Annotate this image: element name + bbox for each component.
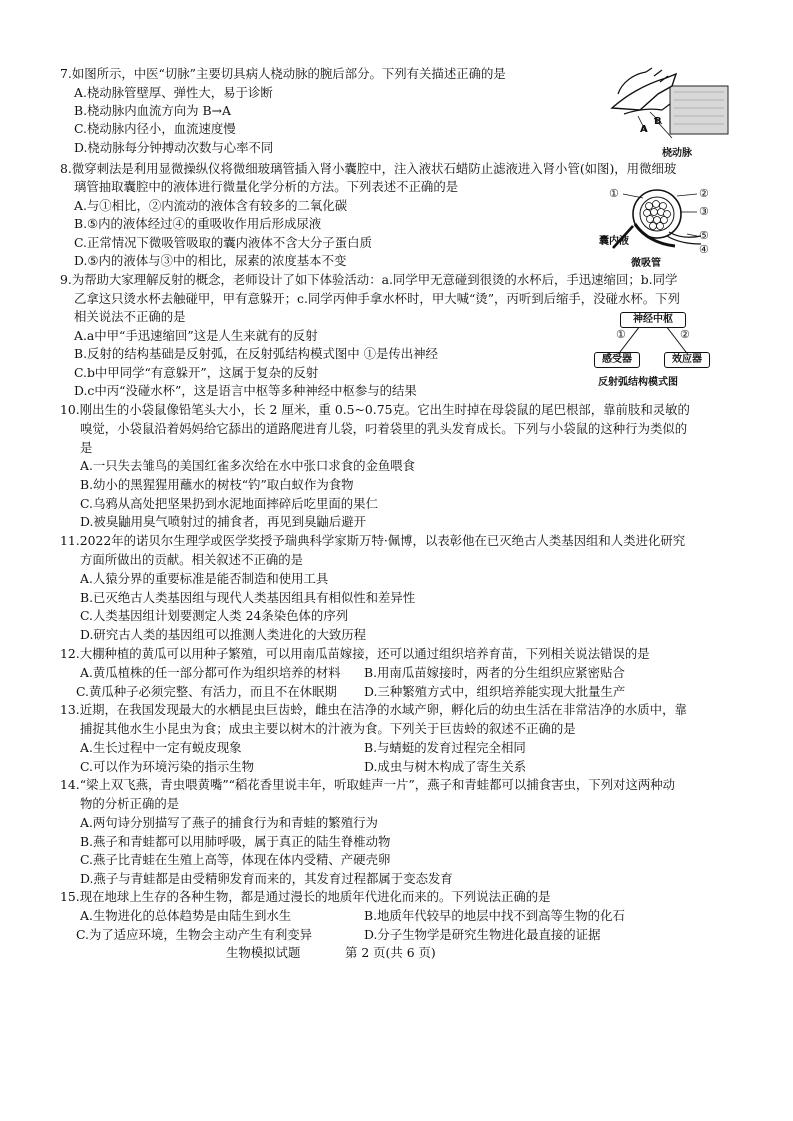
- q13-stem-line2: 捕捉其他水生小昆虫为食；成虫主要以树木的汁液为食。下列关于巨齿蛉的叙述不正确的是: [80, 721, 576, 736]
- footer-page-number: 第 2 页(共 6 页): [345, 945, 436, 960]
- q8-fig-num-3: ③: [699, 205, 709, 218]
- q9-option-d: D.c中丙“没碰水杯”，这是语言中枢等多种神经中枢参与的结果: [74, 383, 417, 398]
- q14-option-b: B.燕子和青蛙都可以用肺呼吸，属于真正的陆生脊椎动物: [80, 834, 391, 849]
- q11-option-d: D.研究古人类的基因组可以推测人类进化的大致历程: [80, 627, 367, 642]
- q7-fig-caption: 桡动脉: [662, 148, 692, 159]
- q10-option-c: C.乌鸦从高处把坚果扔到水泥地面摔碎后吃里面的果仁: [80, 496, 378, 511]
- q12-stem: 12.大棚种植的黄瓜可以用种子繁殖，可以用南瓜苗嫁接，还可以通过组织培养育苗，下列相关说法错误的是: [60, 646, 650, 661]
- q7-option-d: D.桡动脉每分钟搏动次数与心率不同: [74, 140, 274, 155]
- q7-option-a: A.桡动脉管壁厚、弹性大，易于诊断: [74, 85, 273, 100]
- q14-option-d: D.燕子与青蛙都是由受精卵发育而来的，其发育过程都属于变态发育: [80, 871, 453, 886]
- q8-fig-num-2: ②: [699, 187, 709, 200]
- q8-glomerulus-figure: [599, 186, 715, 270]
- q15-option-b: B.地质年代较早的地层中找不到高等生物的化石: [364, 908, 625, 923]
- q11-stem-line2: 方面所做出的贡献。相关叙述不正确的是: [80, 552, 304, 567]
- q12-option-a: A.黄瓜植株的任一部分都可作为组织培养的材料: [80, 665, 341, 680]
- q13-option-b: B.与蜻蜓的发育过程完全相同: [364, 740, 526, 755]
- q10-stem-line2: 嗅觉，小袋鼠沿着妈妈给它舔出的道路爬进育儿袋，叼着袋里的乳头发育成长。下列与小袋鼠的这种行为类似的: [80, 421, 688, 436]
- q10-option-a: A.一只失去雏鸟的美国红雀多次给在水中张口求食的金鱼喂食: [80, 458, 416, 473]
- q11-stem-line1: 11.2022年的诺贝尔生理学或医学奖授予瑞典科学家斯万特·佩博，以表彰他在已灭绝古人类基因组和人类进化研究: [60, 533, 686, 548]
- q15-option-d: D.分子生物学是研究生物进化最直接的证据: [364, 927, 601, 942]
- q8-fig-label-pipette: 微吸管: [631, 258, 661, 269]
- q9-option-a: A.a中甲“手迅速缩回”这是人生来就有的反射: [74, 328, 318, 343]
- q13-option-d: D.成虫与树木构成了寄生关系: [364, 759, 527, 774]
- q8-fig-num-4: ④: [699, 243, 709, 256]
- q12-option-d: D.三种繁殖方式中，组织培养能实现大批量生产: [364, 684, 626, 699]
- q14-option-a: A.两句诗分别描写了燕子的捕食行为和青蛙的繁殖行为: [80, 815, 378, 830]
- q13-option-c: C.可以作为环境污染的指示生物: [80, 759, 255, 774]
- q14-option-c: C.燕子比青蛙在生殖上高等，体现在体内受精、产硬壳卵: [80, 852, 391, 867]
- q8-stem-line1: 8.微穿刺法是利用显微操纵仪将微细玻璃管插入肾小囊腔中，注入液状石蜡防止滤液进入肾小管(如图)，用微细玻: [60, 161, 677, 176]
- q9-fig-receptor: 感受器: [594, 352, 640, 368]
- q9-stem-line1: 9.为帮助大家理解反射的概念，老师设计了如下体验活动：a.同学甲无意碰到很烫的水杯后，手迅速缩回；b.同学: [60, 272, 678, 287]
- q11-option-c: C.人类基因组计划要测定人类 24条染色体的序列: [80, 608, 349, 623]
- q9-reflex-arc-figure: [590, 310, 716, 390]
- q11-option-a: A.人猿分界的重要标准是能否制造和使用工具: [80, 571, 329, 586]
- q9-fig-num-1: ①: [616, 328, 626, 341]
- q8-option-d: D.⑤内的液体与③中的相比，尿素的浓度基本不变: [74, 253, 347, 268]
- q9-stem-line2: 乙拿这只烫水杯去触碰甲，甲有意躲开；c.同学丙伸手拿水杯时，甲大喊“烫”，丙听到后缩手，没碰水杯。下列: [74, 291, 680, 306]
- q7-option-c: C.桡动脉内径小，血流速度慢: [74, 121, 236, 136]
- q8-fig-label-fluid: 囊内液: [599, 236, 629, 247]
- q8-stem-line2: 璃管抽取囊腔中的液体进行微量化学分析的方法。下列表述不正确的是: [74, 179, 459, 194]
- q8-option-c: C.正常情况下微吸管吸取的囊内液体不含大分子蛋白质: [74, 235, 372, 250]
- q7-option-b: B.桡动脉内血流方向为 B→A: [74, 103, 231, 118]
- q14-stem-line1: 14.“梁上双飞燕，青虫喂黄嘴”“稻花香里说丰年，听取蛙声一片”，燕子和青蛙都可以捕食害虫，下列对这两种动: [60, 777, 676, 792]
- q8-fig-num-1: ①: [609, 187, 619, 200]
- q13-option-a: A.生长过程中一定有蜕皮现象: [80, 740, 242, 755]
- footer-title: 生物模拟试题: [226, 945, 301, 960]
- q9-fig-effector: 效应器: [664, 352, 710, 368]
- q12-option-c: C.黄瓜种子必须完整、有活力，而且不在休眠期: [76, 684, 337, 699]
- q11-option-b: B.已灭绝古人类基因组与现代人类基因组具有相似性和差异性: [80, 590, 416, 605]
- q10-stem-line3: 是: [80, 440, 93, 455]
- q8-fig-num-5: ⑤: [699, 229, 709, 242]
- q8-option-a: A.与①相比，②内流动的液体含有较多的二氧化碳: [74, 198, 348, 213]
- q15-stem: 15.现在地球上生存的各种生物，都是通过漫长的地质年代进化而来的。下列说法正确的是: [60, 889, 551, 904]
- q10-option-b: B.幼小的黑猩猩用蘸水的树枝“钓”取白蚁作为食物: [80, 477, 354, 492]
- q9-stem-line3: 相关说法不正确的是: [74, 309, 186, 324]
- q12-option-b: B.用南瓜苗嫁接时，两者的分生组织应紧密贴合: [364, 665, 625, 680]
- q8-option-b: B.⑤内的液体经过④的重吸收作用后形成尿液: [74, 216, 322, 231]
- q7-wrist-figure: [610, 64, 735, 160]
- q9-fig-num-2: ②: [680, 328, 690, 341]
- q14-stem-line2: 物的分析正确的是: [80, 796, 180, 811]
- q7-fig-label-b: B: [654, 116, 662, 127]
- q10-stem-line1: 10.刚出生的小袋鼠像铅笔头大小，长 2 厘米，重 0.5~0.75克。它出生时掉在母袋鼠的尾巴根部，靠前肢和灵敏的: [60, 402, 690, 417]
- q13-stem-line1: 13.近期，在我国发现最大的水栖昆虫巨齿蛉，雌虫在洁净的水域产卵，孵化后的幼虫生活在非常洁净的水质中，靠: [60, 702, 687, 717]
- q7-fig-label-a: A: [640, 124, 648, 135]
- q9-fig-caption: 反射弧结构模式图: [598, 377, 678, 388]
- q9-option-c: C.b中甲同学“有意躲开”，这属于复杂的反射: [74, 365, 319, 380]
- q15-option-c: C.为了适应环境，生物会主动产生有利变异: [76, 927, 313, 942]
- q9-fig-nerve-center: 神经中枢: [620, 312, 686, 328]
- q15-option-a: A.生物进化的总体趋势是由陆生到水生: [80, 908, 292, 923]
- q10-option-d: D.被臭鼬用臭气喷射过的捕食者，再见到臭鼬后避开: [80, 514, 367, 529]
- q7-stem: 7.如图所示，中医“切脉”主要切具病人桡动脉的腕后部分。下列有关描述正确的是: [60, 66, 506, 81]
- q9-option-b: B.反射的结构基础是反射弧，在反射弧结构模式图中 ①是传出神经: [74, 346, 438, 361]
